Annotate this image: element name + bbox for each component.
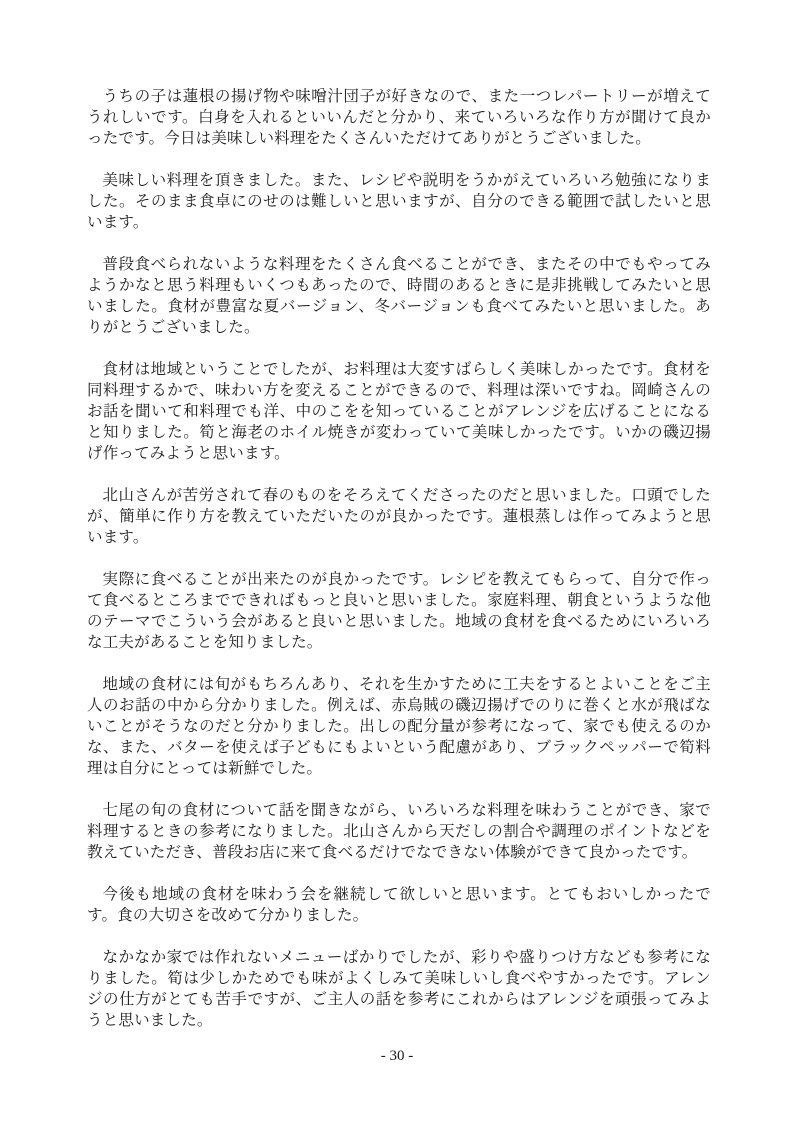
feedback-paragraph: 実際に食べることが出来たのが良かったです。レシピを教えてもらって、自分で作って食べるところまでできればもっと良いと思いました。家庭料理、朝食というような他のテーマでこういう会があると良いと思いました。地域の食材を食べるためにいろいろな工夫があることを知りました。 — [87, 571, 711, 651]
feedback-paragraph: 地域の食材には旬がもちろんあり、それを生かすために工夫をするとよいことをご主人のお話の中から分かりました。例えば、赤烏賊の磯辺揚げでのりに巻くと水が飛ばないことがそうなのだと分かりました。出しの配分量が参考になって、家でも使えるのかな、また、バターを使えば子どもにもよいという配慮があり、ブラックペッパーで筍料理は自分にとっては新鮮でした。 — [87, 676, 711, 777]
feedback-paragraph: 今後も地域の食材を味わう会を継続して欲しいと思います。とてもおいしかったです。食の大切さを改めて分かりました。 — [87, 886, 711, 924]
page-number: - 30 - — [380, 1048, 414, 1064]
feedback-paragraph: 北山さんが苦労されて春のものをそろえてくださったのだと思いました。口頭でしたが、簡単に作り方を教えていただいたのが良かったです。蓮根蒸しは作ってみようと思います。 — [87, 487, 711, 546]
feedback-paragraph: なかなか家では作れないメニューばかりでしたが、彩りや盛りつけ方なども参考になりました。筍は少しかためでも味がよくしみて美味しいし食べやすかったです。アレンジの仕方がとても苦手ですが、ご主人の話を参考にこれからはアレンジを頑張ってみようと思いました。 — [87, 949, 711, 1029]
document-body — [87, 86, 711, 1031]
feedback-paragraph: 七尾の旬の食材について話を聞きながら、いろいろな料理を味わうことができ、家で料理するときの参考になりました。北山さんから天だしの割合や調理のポイントなどを教えていただき、普段お店に来て食べるだけでなできない体験ができて良かったです。 — [87, 802, 711, 861]
feedback-paragraph: 美味しい料理を頂きました。また、レシピや説明をうかがえていろいろ勉強になりました。そのまま食卓にのせのは難しいと思いますが、自分のできる範囲で試したいと思います。 — [87, 172, 711, 231]
feedback-paragraph: 普段食べられないような料理をたくさん食べることができ、またその中でもやってみようかなと思う料理もいくつもあったので、時間のあるときに是非挑戦してみたいと思いました。食材が豊富な夏バージョン、冬バージョンも食べてみたいと思いました。ありがとうございました。 — [87, 256, 711, 336]
feedback-paragraph: 食材は地域ということでしたが、お料理は大変すばらしく美味しかったです。食材を同料理するかで、味わい方を変えることができるので、料理は深いですね。岡崎さんのお話を聞いて和料理でも洋、中のこをを知っていることがアレンジを広げることになると知りました。筍と海老のホイル焼きが変わっていて美味しかったです。いかの磯辺揚げ作ってみようと思います。 — [87, 361, 711, 462]
feedback-paragraph: うちの子は蓮根の揚げ物や味噌汁団子が好きなので、また一つレパートリーが増えてうれしいです。白身を入れるといいんだと分かり、来ていろいろな作り方が聞けて良かったです。今日は美味しい料理をたくさんいただけてありがとうございました。 — [87, 88, 711, 147]
